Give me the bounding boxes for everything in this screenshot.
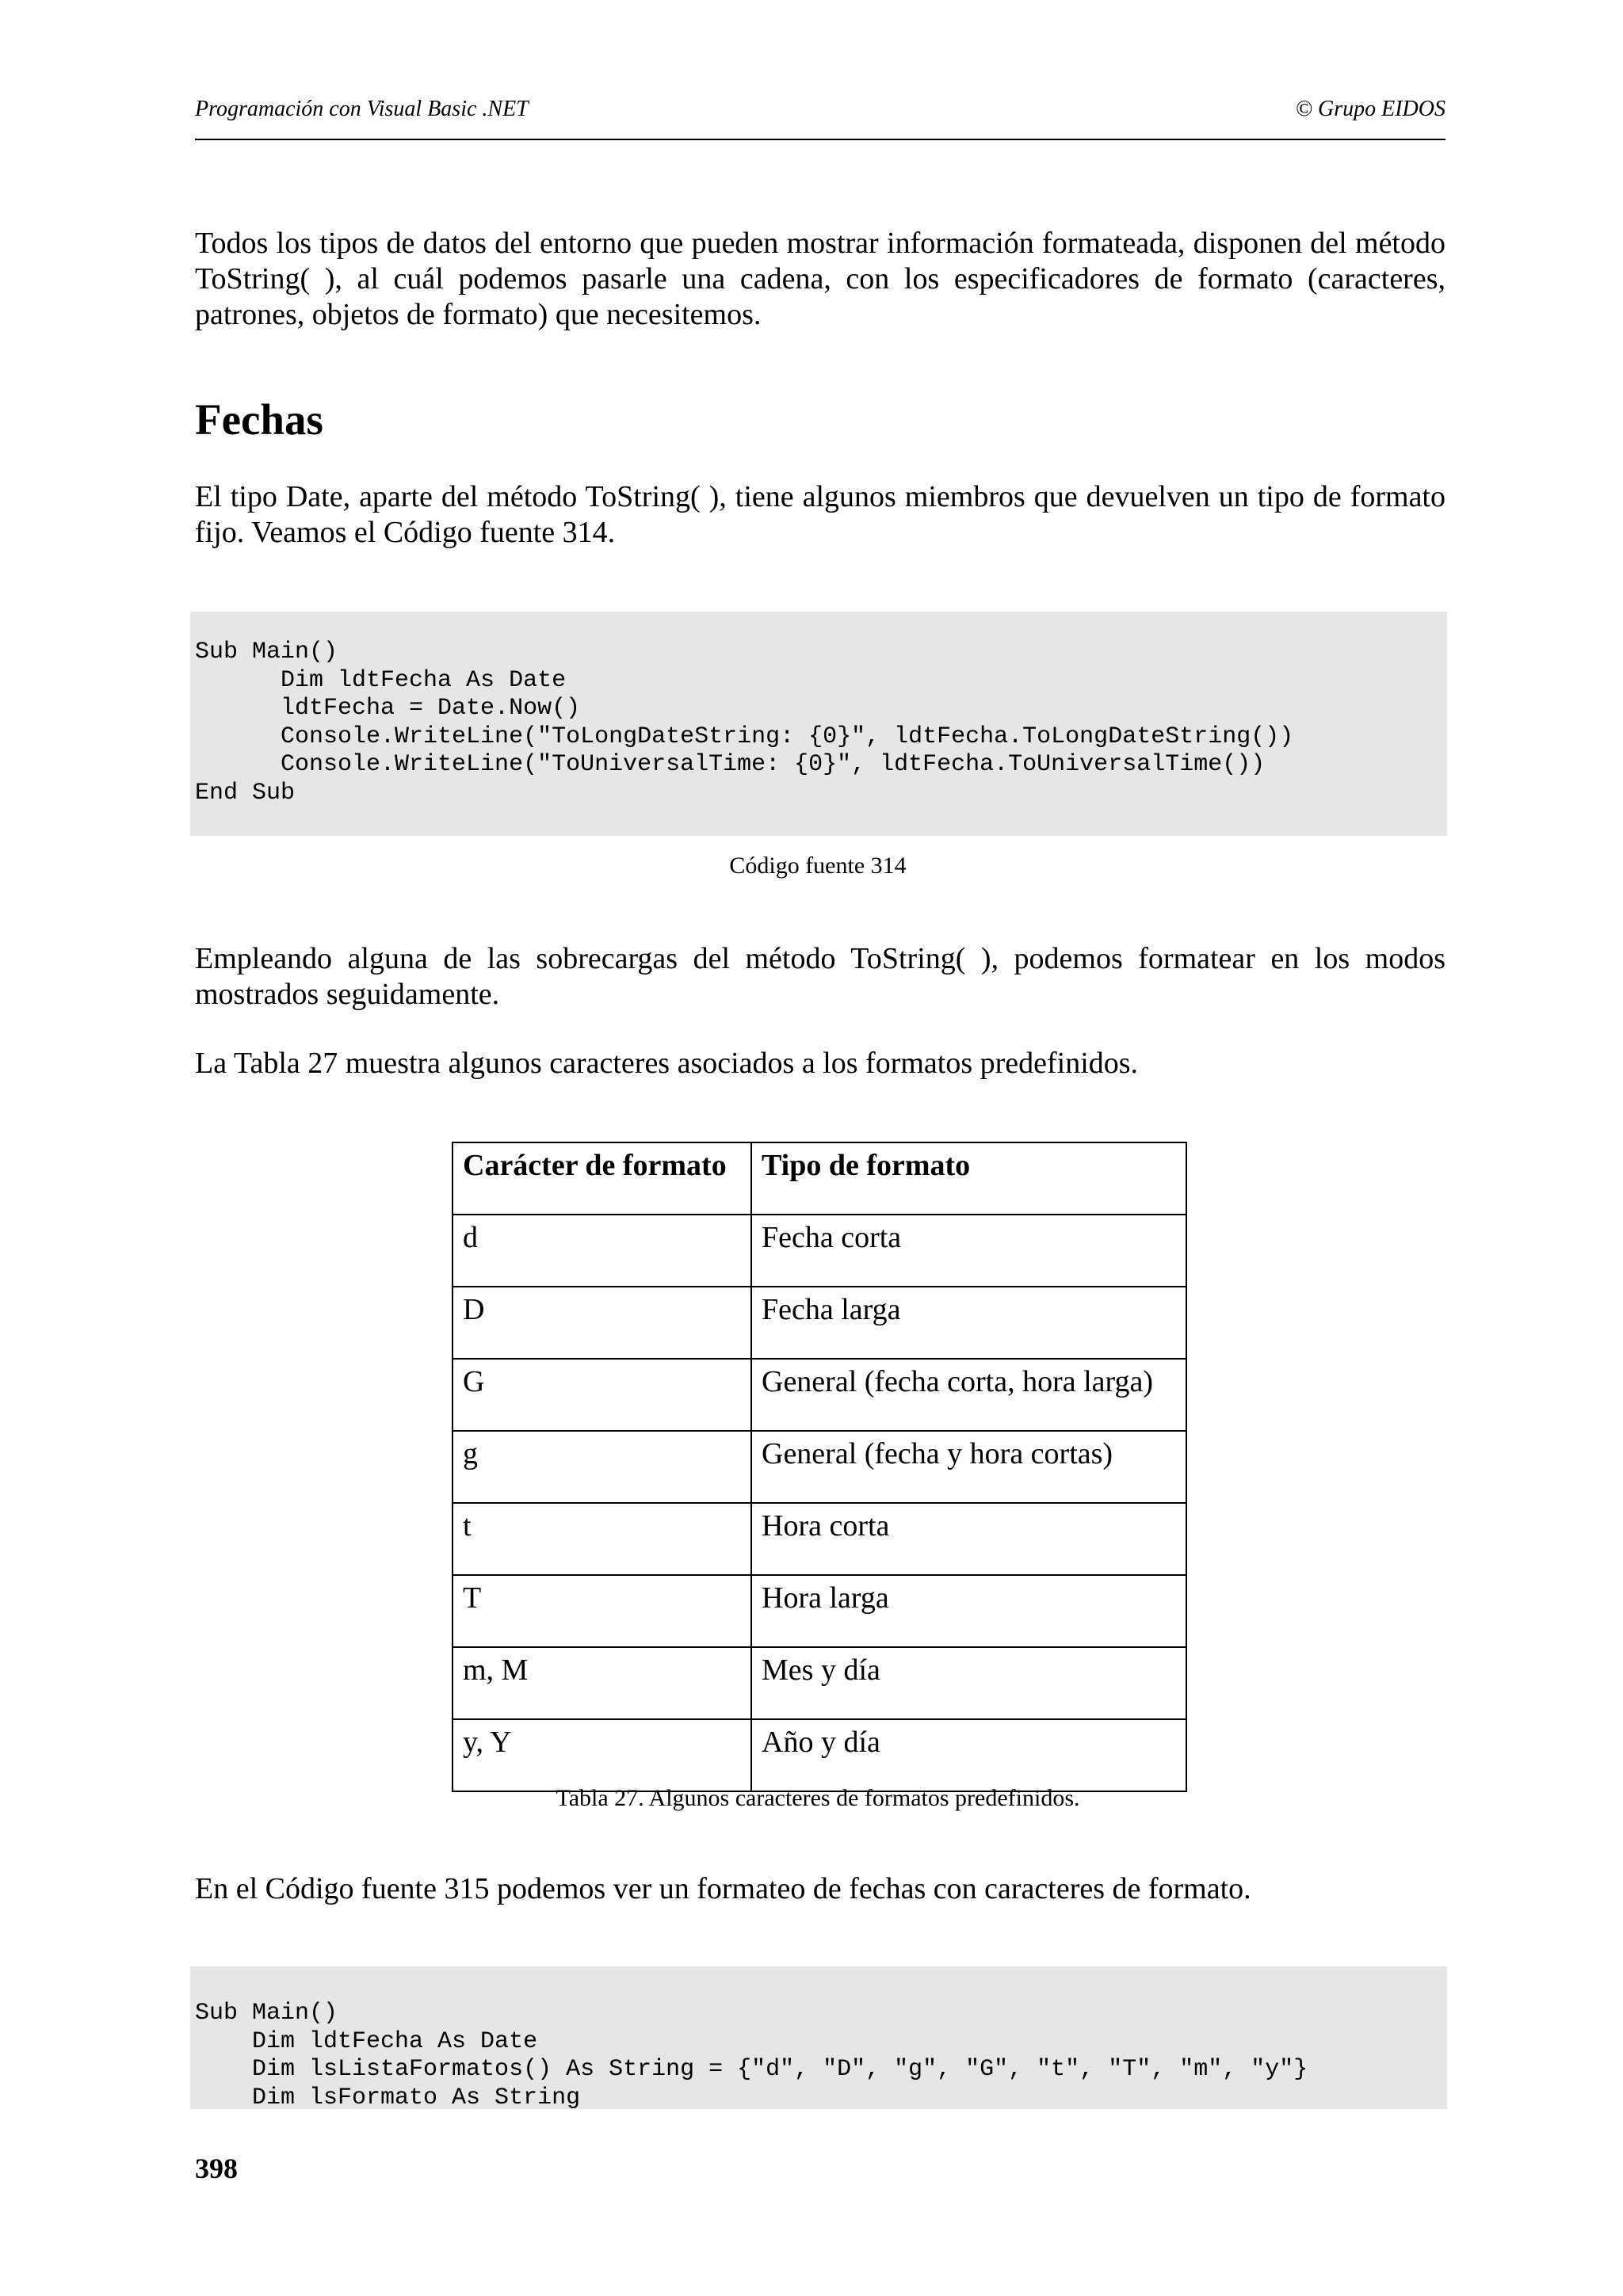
table-row <box>453 1287 1186 1359</box>
table-header-row <box>453 1142 1186 1215</box>
format-type-cell: General (fecha corta, hora larga) <box>751 1359 1186 1431</box>
overloads-paragraph: Empleando alguna de las sobrecargas del método ToString( ), podemos formatear en los modos mostrados seguidamente. <box>195 942 1445 1011</box>
code-listing-314: Sub Main() Dim ldtFecha As Date ldtFecha = Date.Now() Console.WriteLine("ToLongDateString: {0}", ldtFecha.ToLongDateString()) Console.WriteLine("ToUniversalTime: {0}", ldtFecha.ToUniversalTime()) End Sub <box>195 639 1294 807</box>
format-character-cell: m, M <box>453 1647 751 1719</box>
format-type-cell: Año y día <box>751 1719 1186 1791</box>
code-listing-315: Sub Main() Dim ldtFecha As Date Dim lsListaFormatos() As String = {"d", "D", "g", "G", "t", "T", "m", "y"} Dim lsFormato As String <box>195 2000 1308 2111</box>
code-block-314 <box>190 612 1447 836</box>
format-character-cell: g <box>453 1431 751 1503</box>
format-character-cell: y, Y <box>453 1719 751 1791</box>
table-row <box>453 1647 1186 1719</box>
format-character-cell: G <box>453 1359 751 1431</box>
format-character-cell: T <box>453 1575 751 1647</box>
date-paragraph: El tipo Date, aparte del método ToString( ), tiene algunos miembros que devuelven un tipo de formato fijo. Veamos el Código fuente 314. <box>195 480 1445 549</box>
table-row <box>453 1431 1186 1503</box>
format-character-cell: d <box>453 1215 751 1287</box>
format-type-cell: Mes y día <box>751 1647 1186 1719</box>
format-character-cell: D <box>453 1287 751 1359</box>
table-row <box>453 1215 1186 1287</box>
format-type-cell: General (fecha y hora cortas) <box>751 1431 1186 1503</box>
table-header-cell: Carácter de formato <box>453 1142 751 1215</box>
table-row <box>453 1719 1186 1791</box>
table-caption: Tabla 27. Algunos caracteres de formatos predefinidos. <box>556 1785 1080 1811</box>
table-header-cell: Tipo de formato <box>751 1142 1186 1215</box>
table-intro-paragraph: La Tabla 27 muestra algunos caracteres asociados a los formatos predefinidos. <box>195 1047 1139 1080</box>
code-caption-314: Código fuente 314 <box>729 852 907 879</box>
format-type-cell: Hora corta <box>751 1503 1186 1575</box>
running-header-title: Programación con Visual Basic .NET <box>195 97 529 121</box>
page-number: 398 <box>195 2153 238 2184</box>
code-block-315 <box>190 1966 1447 2109</box>
section-heading: Fechas <box>195 395 323 444</box>
table-row <box>453 1359 1186 1431</box>
header-divider <box>195 139 1445 140</box>
table-row <box>453 1503 1186 1575</box>
intro-paragraph: Todos los tipos de datos del entorno que pueden mostrar información formateada, disponen del método ToString( ), al cuál podemos pasarle una cadena, con los especificadores de formato (caracteres, patrones, objetos de formato) que necesitemos. <box>195 227 1445 331</box>
code-315-intro-paragraph: En el Código fuente 315 podemos ver un formateo de fechas con caracteres de formato. <box>195 1872 1251 1905</box>
format-type-cell: Fecha larga <box>751 1287 1186 1359</box>
format-type-cell: Fecha corta <box>751 1215 1186 1287</box>
table-row <box>453 1575 1186 1647</box>
running-header-publisher: © Grupo EIDOS <box>1295 97 1445 121</box>
format-type-cell: Hora larga <box>751 1575 1186 1647</box>
format-characters-table <box>452 1142 1187 1792</box>
format-character-cell: t <box>453 1503 751 1575</box>
